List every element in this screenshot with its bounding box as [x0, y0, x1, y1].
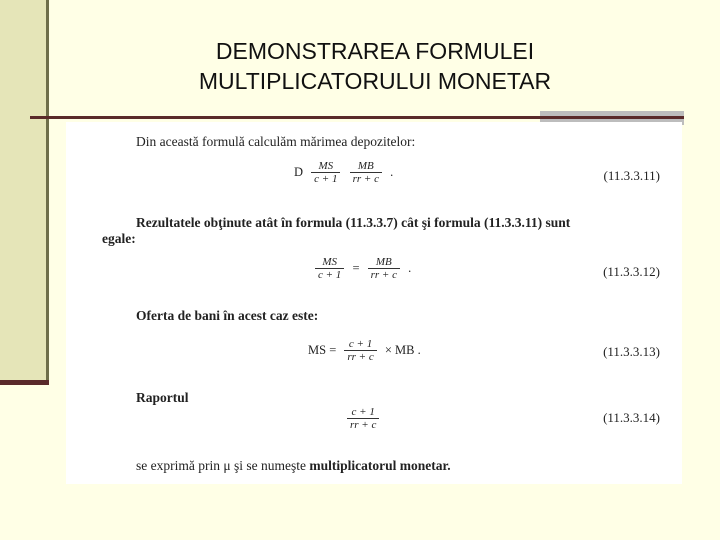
sidebar-base-line	[0, 380, 49, 385]
equation-11-3-3-11	[292, 160, 395, 185]
eq3-numerator: c + 1	[344, 338, 376, 351]
eq2-f1-numerator: MS	[315, 256, 344, 269]
eq2-fraction-mb	[368, 256, 400, 281]
eq2-f2-denominator: rr + c	[370, 269, 397, 281]
eq4-numerator: c + 1	[347, 406, 379, 419]
paragraph-results-line-2: egale:	[102, 231, 136, 246]
eq3-rhs: × MB .	[384, 343, 421, 357]
title-line-1: DEMONSTRAREA FORMULEI	[215, 38, 535, 64]
eq4-fraction	[347, 406, 379, 431]
equation-11-3-3-14	[344, 406, 382, 431]
eq3-fraction	[344, 338, 376, 363]
eq2-f2-numerator: MB	[368, 256, 400, 269]
eq2-period: .	[408, 261, 412, 275]
equation-11-3-3-13	[306, 338, 423, 363]
eq1-period: .	[390, 165, 394, 179]
title-line-2: MULTIPLICATORULUI MONETAR	[198, 68, 552, 94]
eq3-denominator: rr + c	[347, 351, 374, 363]
eq2-equals: =	[352, 261, 360, 275]
eq1-f2-numerator: MB	[350, 160, 382, 173]
eq2-fraction-ms	[315, 256, 344, 281]
paragraph-money-supply: Oferta de bani în acest caz este:	[136, 308, 319, 323]
paragraph-ratio: Raportul	[136, 390, 189, 405]
equation-number-1: (11.3.3.11)	[603, 168, 660, 183]
equation-number-2: (11.3.3.12)	[603, 264, 660, 279]
eq1-f1-numerator: MS	[311, 160, 340, 173]
multiplier-term: multiplicatorul monetar.	[309, 458, 451, 473]
scanned-text-image	[66, 122, 682, 484]
paragraph-multiplier	[136, 458, 451, 474]
multiplier-text: se exprimă prin μ şi se numeşte	[136, 458, 310, 473]
eq1-f1-denominator: c + 1	[314, 173, 338, 185]
eq4-denominator: rr + c	[350, 419, 377, 431]
slide-title	[130, 36, 620, 96]
equation-number-4: (11.3.3.14)	[603, 410, 660, 425]
eq1-fraction-mb	[350, 160, 382, 185]
title-rule	[30, 116, 684, 119]
eq3-lhs: MS =	[308, 343, 337, 357]
eq1-fraction-ms	[311, 160, 340, 185]
equation-11-3-3-12	[312, 256, 413, 281]
eq1-f2-denominator: rr + c	[352, 173, 379, 185]
eq1-lhs: D	[294, 165, 304, 179]
eq2-f1-denominator: c + 1	[318, 269, 342, 281]
paragraph-deposits: Din această formulă calculăm mărimea depozitelor:	[136, 134, 416, 149]
paragraph-results-line-1: Rezultatele obţinute atât în formula (11.3.3.7) cât şi formula (11.3.3.11) sunt	[136, 215, 571, 230]
sidebar-decoration	[0, 0, 49, 382]
equation-number-3: (11.3.3.13)	[603, 344, 660, 359]
